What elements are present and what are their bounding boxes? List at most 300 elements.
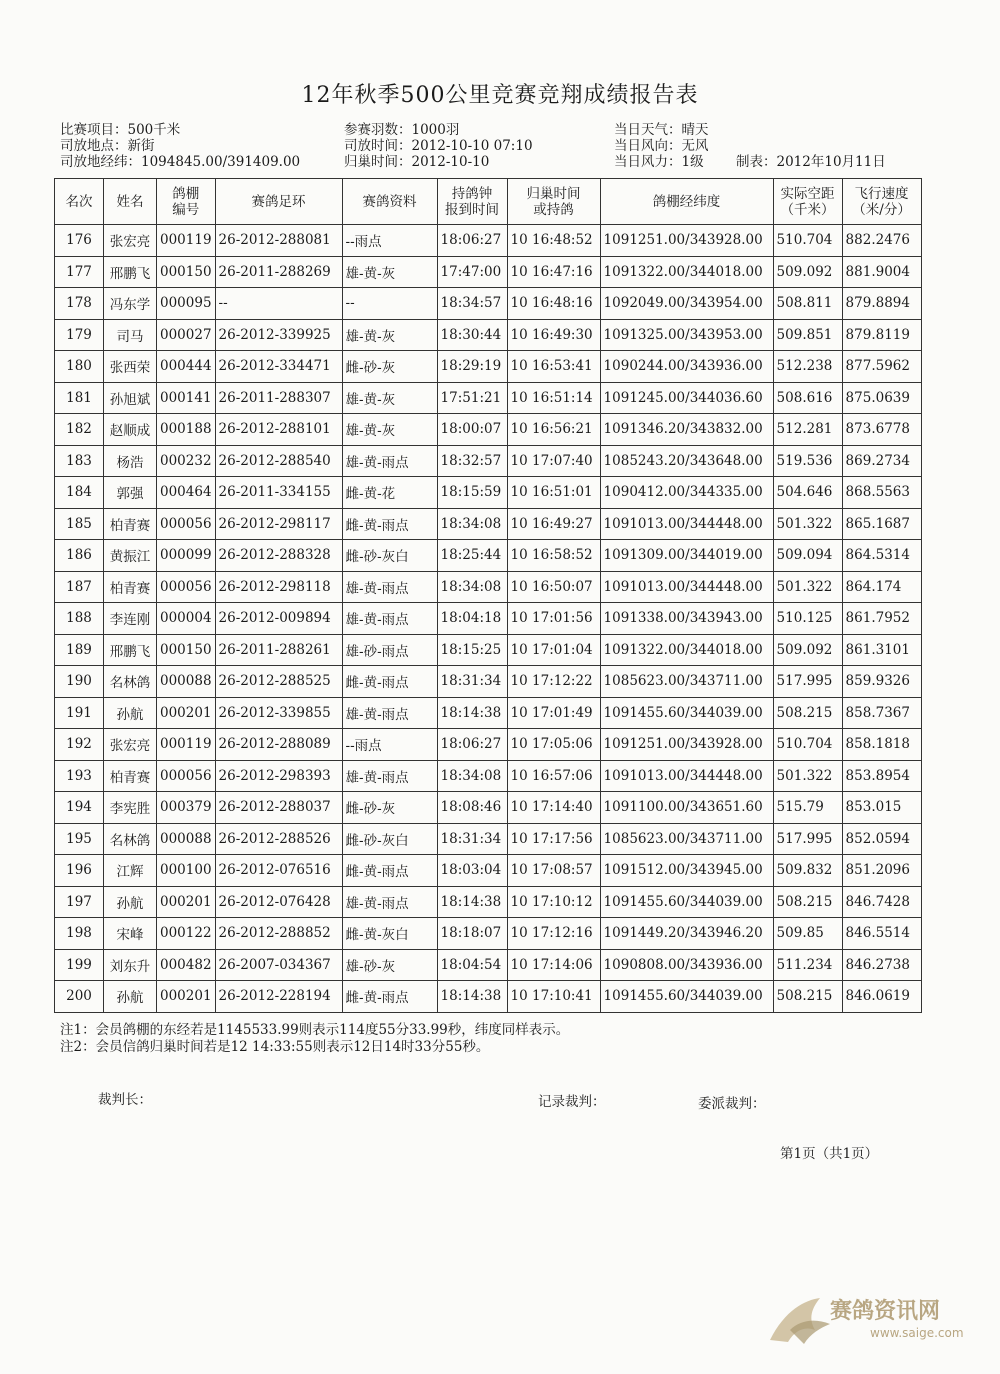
cell-arrive: 10 17:14:40 (507, 792, 600, 824)
cell-coord: 1091346.20/343832.00 (600, 414, 773, 446)
cell-info: 雄-黄-灰 (342, 414, 437, 446)
header-arrive (507, 179, 600, 225)
cell-ring: 26-2012-288526 (215, 823, 342, 855)
cell-name: 柏青赛 (104, 760, 157, 792)
cell-coord: 1091455.60/344039.00 (600, 697, 773, 729)
cell-loft: 000004 (157, 603, 216, 635)
cell-clock: 18:06:27 (437, 729, 507, 761)
info-item: 当日风向：无风 (614, 138, 709, 154)
cell-loft: 000201 (157, 886, 216, 918)
table-row (55, 792, 922, 824)
cell-arrive: 10 16:58:52 (507, 540, 600, 572)
cell-speed: 864.174 (842, 571, 921, 603)
cell-speed: 869.2734 (842, 445, 921, 477)
table-row (55, 855, 922, 887)
cell-ring: 26-2012-298118 (215, 571, 342, 603)
cell-rank: 176 (55, 225, 104, 257)
cell-arrive: 10 16:51:14 (507, 382, 600, 414)
header-clock (437, 179, 507, 225)
cell-name: 黄振江 (104, 540, 157, 572)
header-loft (157, 179, 216, 225)
cell-loft: 000100 (157, 855, 216, 887)
cell-arrive: 10 16:51:01 (507, 477, 600, 509)
cell-ring: 26-2012-334471 (215, 351, 342, 383)
table-row (55, 981, 922, 1013)
cell-loft: 000056 (157, 571, 216, 603)
cell-coord: 1091449.20/343946.20 (600, 918, 773, 950)
cell-coord: 1092049.00/343954.00 (600, 288, 773, 320)
cell-info: --雨点 (342, 729, 437, 761)
cell-rank: 191 (55, 697, 104, 729)
table-row (55, 949, 922, 981)
header-speed (842, 179, 921, 225)
header-clock-line: 报到时间 (445, 201, 500, 218)
page-title: 12年秋季500公里竞赛竞翔成绩报告表 (301, 83, 699, 108)
cell-rank: 182 (55, 414, 104, 446)
table-row (55, 351, 922, 383)
table-row (55, 760, 922, 792)
cell-clock: 18:03:04 (437, 855, 507, 887)
cell-ring: -- (215, 288, 342, 320)
cell-loft: 000379 (157, 792, 216, 824)
cell-info: 雌-黄-花 (342, 477, 437, 509)
cell-coord: 1091013.00/344448.00 (600, 571, 773, 603)
cell-clock: 18:32:57 (437, 445, 507, 477)
info-item: 司放地点：新街 (60, 138, 155, 154)
cell-loft: 000201 (157, 697, 216, 729)
cell-arrive: 10 17:01:49 (507, 697, 600, 729)
cell-speed: 846.2738 (842, 949, 921, 981)
cell-info: 雄-黄-灰 (342, 319, 437, 351)
cell-coord: 1091251.00/343928.00 (600, 225, 773, 257)
cell-info: 雄-黄-雨点 (342, 445, 437, 477)
cell-clock: 18:14:38 (437, 697, 507, 729)
cell-coord: 1091512.00/343945.00 (600, 855, 773, 887)
watermark (760, 1290, 980, 1350)
cell-info: 雄-黄-雨点 (342, 571, 437, 603)
cell-coord: 1091013.00/344448.00 (600, 508, 773, 540)
info-col-2 (344, 122, 533, 170)
cell-loft: 000201 (157, 981, 216, 1013)
cell-coord: 1091013.00/344448.00 (600, 760, 773, 792)
cell-clock: 18:15:25 (437, 634, 507, 666)
cell-speed: 875.0639 (842, 382, 921, 414)
cell-clock: 18:34:57 (437, 288, 507, 320)
cell-dist: 509.832 (773, 855, 842, 887)
info-item: 当日天气：晴天 (614, 122, 709, 138)
cell-ring: 26-2012-288525 (215, 666, 342, 698)
cell-ring: 26-2012-339855 (215, 697, 342, 729)
cell-clock: 18:08:46 (437, 792, 507, 824)
table-row (55, 571, 922, 603)
cell-dist: 515.79 (773, 792, 842, 824)
chief-judge-label: 裁判长： (98, 1092, 152, 1108)
cell-coord: 1091325.00/343953.00 (600, 319, 773, 351)
cell-name: 李连刚 (104, 603, 157, 635)
cell-info: 雄-砂-灰 (342, 949, 437, 981)
cell-arrive: 10 17:01:56 (507, 603, 600, 635)
table-row (55, 477, 922, 509)
cell-clock: 18:34:08 (437, 571, 507, 603)
table-row (55, 918, 922, 950)
cell-name: 张宏亮 (104, 729, 157, 761)
cell-rank: 178 (55, 288, 104, 320)
header-loft-line: 编号 (172, 201, 200, 218)
cell-loft: 000232 (157, 445, 216, 477)
cell-loft: 000188 (157, 414, 216, 446)
table-row (55, 666, 922, 698)
cell-rank: 193 (55, 760, 104, 792)
header-speed-line: 飞行速度 (854, 185, 909, 202)
cell-name: 赵顺成 (104, 414, 157, 446)
cell-dist: 510.125 (773, 603, 842, 635)
cell-coord: 1085623.00/343711.00 (600, 666, 773, 698)
cell-coord: 1091322.00/344018.00 (600, 256, 773, 288)
cell-speed: 861.3101 (842, 634, 921, 666)
cell-ring: 26-2012-228194 (215, 981, 342, 1013)
cell-rank: 179 (55, 319, 104, 351)
table-row (55, 382, 922, 414)
cell-arrive: 10 16:50:07 (507, 571, 600, 603)
results-table (54, 178, 922, 1013)
cell-info: 雌-砂-灰 (342, 792, 437, 824)
info-item: 比赛项目：500千米 (60, 122, 181, 138)
cell-clock: 18:30:44 (437, 319, 507, 351)
cell-dist: 512.238 (773, 351, 842, 383)
cell-info: 雄-黄-雨点 (342, 760, 437, 792)
cell-arrive: 10 16:57:06 (507, 760, 600, 792)
cell-dist: 508.215 (773, 886, 842, 918)
cell-arrive: 10 16:48:16 (507, 288, 600, 320)
cell-name: 名林鸽 (104, 666, 157, 698)
table-row (55, 886, 922, 918)
header-dist-line: （千米） (780, 201, 835, 218)
cell-speed: 846.0619 (842, 981, 921, 1013)
delegate-judge-label: 委派裁判： (698, 1096, 766, 1112)
cell-coord: 1091455.60/344039.00 (600, 886, 773, 918)
cell-dist: 509.094 (773, 540, 842, 572)
cell-loft: 000056 (157, 508, 216, 540)
header-coord: 鸽棚经纬度 (600, 179, 773, 225)
cell-dist: 510.704 (773, 225, 842, 257)
notes (60, 1022, 569, 1056)
cell-arrive: 10 17:12:22 (507, 666, 600, 698)
cell-dist: 509.85 (773, 918, 842, 950)
cell-arrive: 10 17:08:57 (507, 855, 600, 887)
table-body (55, 225, 922, 1013)
table-row (55, 319, 922, 351)
cell-speed: 853.8954 (842, 760, 921, 792)
table-row (55, 256, 922, 288)
cell-dist: 517.995 (773, 666, 842, 698)
made-date: 制表：2012年10月11日 (736, 154, 886, 170)
cell-name: 孙航 (104, 697, 157, 729)
cell-rank: 192 (55, 729, 104, 761)
cell-rank: 199 (55, 949, 104, 981)
cell-name: 柏青赛 (104, 508, 157, 540)
cell-ring: 26-2012-298117 (215, 508, 342, 540)
cell-info: 雌-黄-雨点 (342, 981, 437, 1013)
cell-dist: 501.322 (773, 508, 842, 540)
cell-coord: 1091322.00/344018.00 (600, 634, 773, 666)
info-col-1 (60, 122, 300, 170)
table-row (55, 697, 922, 729)
header-rank: 名次 (55, 179, 104, 225)
cell-speed: 881.9004 (842, 256, 921, 288)
cell-name: 宋峰 (104, 918, 157, 950)
cell-ring: 26-2011-288269 (215, 256, 342, 288)
cell-clock: 18:04:18 (437, 603, 507, 635)
header-name: 姓名 (104, 179, 157, 225)
cell-arrive: 10 16:53:41 (507, 351, 600, 383)
cell-name: 名林鸽 (104, 823, 157, 855)
cell-rank: 186 (55, 540, 104, 572)
cell-coord: 1091100.00/343651.60 (600, 792, 773, 824)
header-dist-line: 实际空距 (780, 185, 835, 202)
cell-rank: 195 (55, 823, 104, 855)
cell-clock: 18:15:59 (437, 477, 507, 509)
header-dist (773, 179, 842, 225)
cell-ring: 26-2012-288081 (215, 225, 342, 257)
header-arrive-line: 归巢时间 (526, 185, 581, 202)
cell-clock: 18:31:34 (437, 666, 507, 698)
cell-info: 雌-黄-雨点 (342, 508, 437, 540)
cell-ring: 26-2011-288307 (215, 382, 342, 414)
table-row (55, 823, 922, 855)
cell-ring: 26-2007-034367 (215, 949, 342, 981)
cell-name: 刘东升 (104, 949, 157, 981)
cell-rank: 184 (55, 477, 104, 509)
cell-name: 孙旭斌 (104, 382, 157, 414)
cell-rank: 181 (55, 382, 104, 414)
cell-ring: 26-2011-334155 (215, 477, 342, 509)
table-row (55, 445, 922, 477)
table-row (55, 288, 922, 320)
cell-arrive: 10 17:10:12 (507, 886, 600, 918)
header-clock-line: 持鸽钟 (451, 185, 493, 202)
cell-loft: 000095 (157, 288, 216, 320)
cell-info: 雌-砂-灰白 (342, 823, 437, 855)
cell-info: 雄-黄-雨点 (342, 603, 437, 635)
cell-loft: 000150 (157, 256, 216, 288)
cell-ring: 26-2012-288089 (215, 729, 342, 761)
info-item: 司放地经纬：1094845.00/391409.00 (60, 154, 301, 170)
cell-clock: 18:29:19 (437, 351, 507, 383)
record-judge-label: 记录裁判： (538, 1094, 606, 1110)
cell-clock: 18:06:27 (437, 225, 507, 257)
cell-name: 郭强 (104, 477, 157, 509)
cell-coord: 1090808.00/343936.00 (600, 949, 773, 981)
cell-loft: 000122 (157, 918, 216, 950)
cell-clock: 18:34:08 (437, 760, 507, 792)
cell-rank: 196 (55, 855, 104, 887)
cell-coord: 1085243.20/343648.00 (600, 445, 773, 477)
cell-dist: 512.281 (773, 414, 842, 446)
cell-speed: 846.5514 (842, 918, 921, 950)
cell-loft: 000464 (157, 477, 216, 509)
cell-speed: 877.5962 (842, 351, 921, 383)
cell-dist: 501.322 (773, 760, 842, 792)
cell-clock: 18:14:38 (437, 886, 507, 918)
cell-arrive: 10 16:49:27 (507, 508, 600, 540)
table-header-row (55, 179, 922, 225)
cell-loft: 000088 (157, 823, 216, 855)
cell-loft: 000119 (157, 729, 216, 761)
cell-name: 冯东学 (104, 288, 157, 320)
header-ring: 赛鸽足环 (215, 179, 342, 225)
cell-clock: 17:47:00 (437, 256, 507, 288)
cell-ring: 26-2012-288101 (215, 414, 342, 446)
cell-clock: 18:00:07 (437, 414, 507, 446)
cell-arrive: 10 17:07:40 (507, 445, 600, 477)
cell-speed: 873.6778 (842, 414, 921, 446)
info-item: 归巢时间：2012-10-10 (344, 154, 490, 170)
table-row (55, 603, 922, 635)
cell-rank: 189 (55, 634, 104, 666)
cell-rank: 187 (55, 571, 104, 603)
cell-name: 孙航 (104, 886, 157, 918)
cell-rank: 180 (55, 351, 104, 383)
watermark-url: www.saige.com (870, 1326, 964, 1340)
cell-rank: 190 (55, 666, 104, 698)
cell-info: 雄-黄-灰 (342, 256, 437, 288)
cell-speed: 879.8119 (842, 319, 921, 351)
cell-name: 邢鹏飞 (104, 634, 157, 666)
cell-clock: 18:34:08 (437, 508, 507, 540)
cell-dist: 501.322 (773, 571, 842, 603)
cell-dist: 508.215 (773, 697, 842, 729)
info-item: 参赛羽数：1000羽 (344, 122, 460, 138)
cell-ring: 26-2012-009894 (215, 603, 342, 635)
cell-name: 邢鹏飞 (104, 256, 157, 288)
pigeon-logo-icon (760, 1290, 840, 1350)
cell-arrive: 10 17:12:16 (507, 918, 600, 950)
cell-rank: 194 (55, 792, 104, 824)
cell-info: 雄-黄-雨点 (342, 697, 437, 729)
header-loft-line: 鸽棚 (172, 185, 200, 202)
cell-loft: 000150 (157, 634, 216, 666)
cell-name: 司马 (104, 319, 157, 351)
cell-rank: 200 (55, 981, 104, 1013)
cell-clock: 18:18:07 (437, 918, 507, 950)
cell-dist: 509.092 (773, 634, 842, 666)
cell-arrive: 10 17:17:56 (507, 823, 600, 855)
table-row (55, 540, 922, 572)
watermark-brand: 赛鸽资讯网 (830, 1299, 941, 1324)
cell-ring: 26-2012-288328 (215, 540, 342, 572)
cell-loft: 000141 (157, 382, 216, 414)
cell-ring: 26-2012-076428 (215, 886, 342, 918)
cell-loft: 000088 (157, 666, 216, 698)
cell-dist: 508.215 (773, 981, 842, 1013)
cell-arrive: 10 17:14:06 (507, 949, 600, 981)
cell-name: 柏青赛 (104, 571, 157, 603)
cell-dist: 509.851 (773, 319, 842, 351)
cell-speed: 868.5563 (842, 477, 921, 509)
note-2: 注2：会员信鸽归巢时间若是12 14:33:55则表示12日14时33分55秒。 (60, 1039, 490, 1055)
cell-arrive: 10 16:48:52 (507, 225, 600, 257)
cell-arrive: 10 16:47:16 (507, 256, 600, 288)
cell-clock: 18:25:44 (437, 540, 507, 572)
cell-rank: 177 (55, 256, 104, 288)
cell-dist: 508.811 (773, 288, 842, 320)
cell-coord: 1090244.00/343936.00 (600, 351, 773, 383)
info-col-3 (614, 122, 709, 170)
cell-rank: 198 (55, 918, 104, 950)
info-item: 当日风力：1级 (614, 154, 704, 170)
cell-rank: 185 (55, 508, 104, 540)
cell-arrive: 10 16:56:21 (507, 414, 600, 446)
cell-info: 雄-黄-雨点 (342, 886, 437, 918)
cell-speed: 858.1818 (842, 729, 921, 761)
cell-name: 江辉 (104, 855, 157, 887)
cell-name: 李宪胜 (104, 792, 157, 824)
cell-ring: 26-2011-288261 (215, 634, 342, 666)
cell-speed: 858.7367 (842, 697, 921, 729)
cell-coord: 1085623.00/343711.00 (600, 823, 773, 855)
cell-ring: 26-2012-339925 (215, 319, 342, 351)
cell-coord: 1090412.00/344335.00 (600, 477, 773, 509)
cell-ring: 26-2012-288037 (215, 792, 342, 824)
cell-rank: 197 (55, 886, 104, 918)
cell-clock: 17:51:21 (437, 382, 507, 414)
cell-ring: 26-2012-298393 (215, 760, 342, 792)
cell-info: 雌-黄-灰白 (342, 918, 437, 950)
cell-coord: 1091338.00/343943.00 (600, 603, 773, 635)
cell-info: 雄-砂-雨点 (342, 634, 437, 666)
cell-arrive: 10 17:10:41 (507, 981, 600, 1013)
cell-loft: 000099 (157, 540, 216, 572)
cell-name: 孙航 (104, 981, 157, 1013)
cell-clock: 18:04:54 (437, 949, 507, 981)
cell-speed: 882.2476 (842, 225, 921, 257)
cell-coord: 1091245.00/344036.60 (600, 382, 773, 414)
cell-clock: 18:31:34 (437, 823, 507, 855)
cell-info: 雌-砂-灰 (342, 351, 437, 383)
cell-arrive: 10 16:49:30 (507, 319, 600, 351)
cell-coord: 1091455.60/344039.00 (600, 981, 773, 1013)
cell-ring: 26-2012-288852 (215, 918, 342, 950)
cell-dist: 504.646 (773, 477, 842, 509)
cell-speed: 851.2096 (842, 855, 921, 887)
cell-ring: 26-2012-288540 (215, 445, 342, 477)
page-number: 第1页（共1页） (780, 1146, 879, 1162)
cell-rank: 183 (55, 445, 104, 477)
cell-name: 张宏亮 (104, 225, 157, 257)
cell-speed: 859.9326 (842, 666, 921, 698)
cell-info: 雌-黄-雨点 (342, 666, 437, 698)
table-row (55, 729, 922, 761)
cell-dist: 509.092 (773, 256, 842, 288)
cell-clock: 18:14:38 (437, 981, 507, 1013)
cell-speed: 852.0594 (842, 823, 921, 855)
cell-dist: 508.616 (773, 382, 842, 414)
cell-info: 雄-黄-灰 (342, 382, 437, 414)
cell-loft: 000027 (157, 319, 216, 351)
cell-arrive: 10 17:05:06 (507, 729, 600, 761)
cell-arrive: 10 17:01:04 (507, 634, 600, 666)
cell-loft: 000482 (157, 949, 216, 981)
cell-speed: 861.7952 (842, 603, 921, 635)
cell-loft: 000444 (157, 351, 216, 383)
cell-coord: 1091251.00/343928.00 (600, 729, 773, 761)
cell-ring: 26-2012-076516 (215, 855, 342, 887)
cell-coord: 1091309.00/344019.00 (600, 540, 773, 572)
cell-info: 雌-黄-雨点 (342, 855, 437, 887)
cell-info: -- (342, 288, 437, 320)
cell-speed: 864.5314 (842, 540, 921, 572)
cell-name: 杨浩 (104, 445, 157, 477)
